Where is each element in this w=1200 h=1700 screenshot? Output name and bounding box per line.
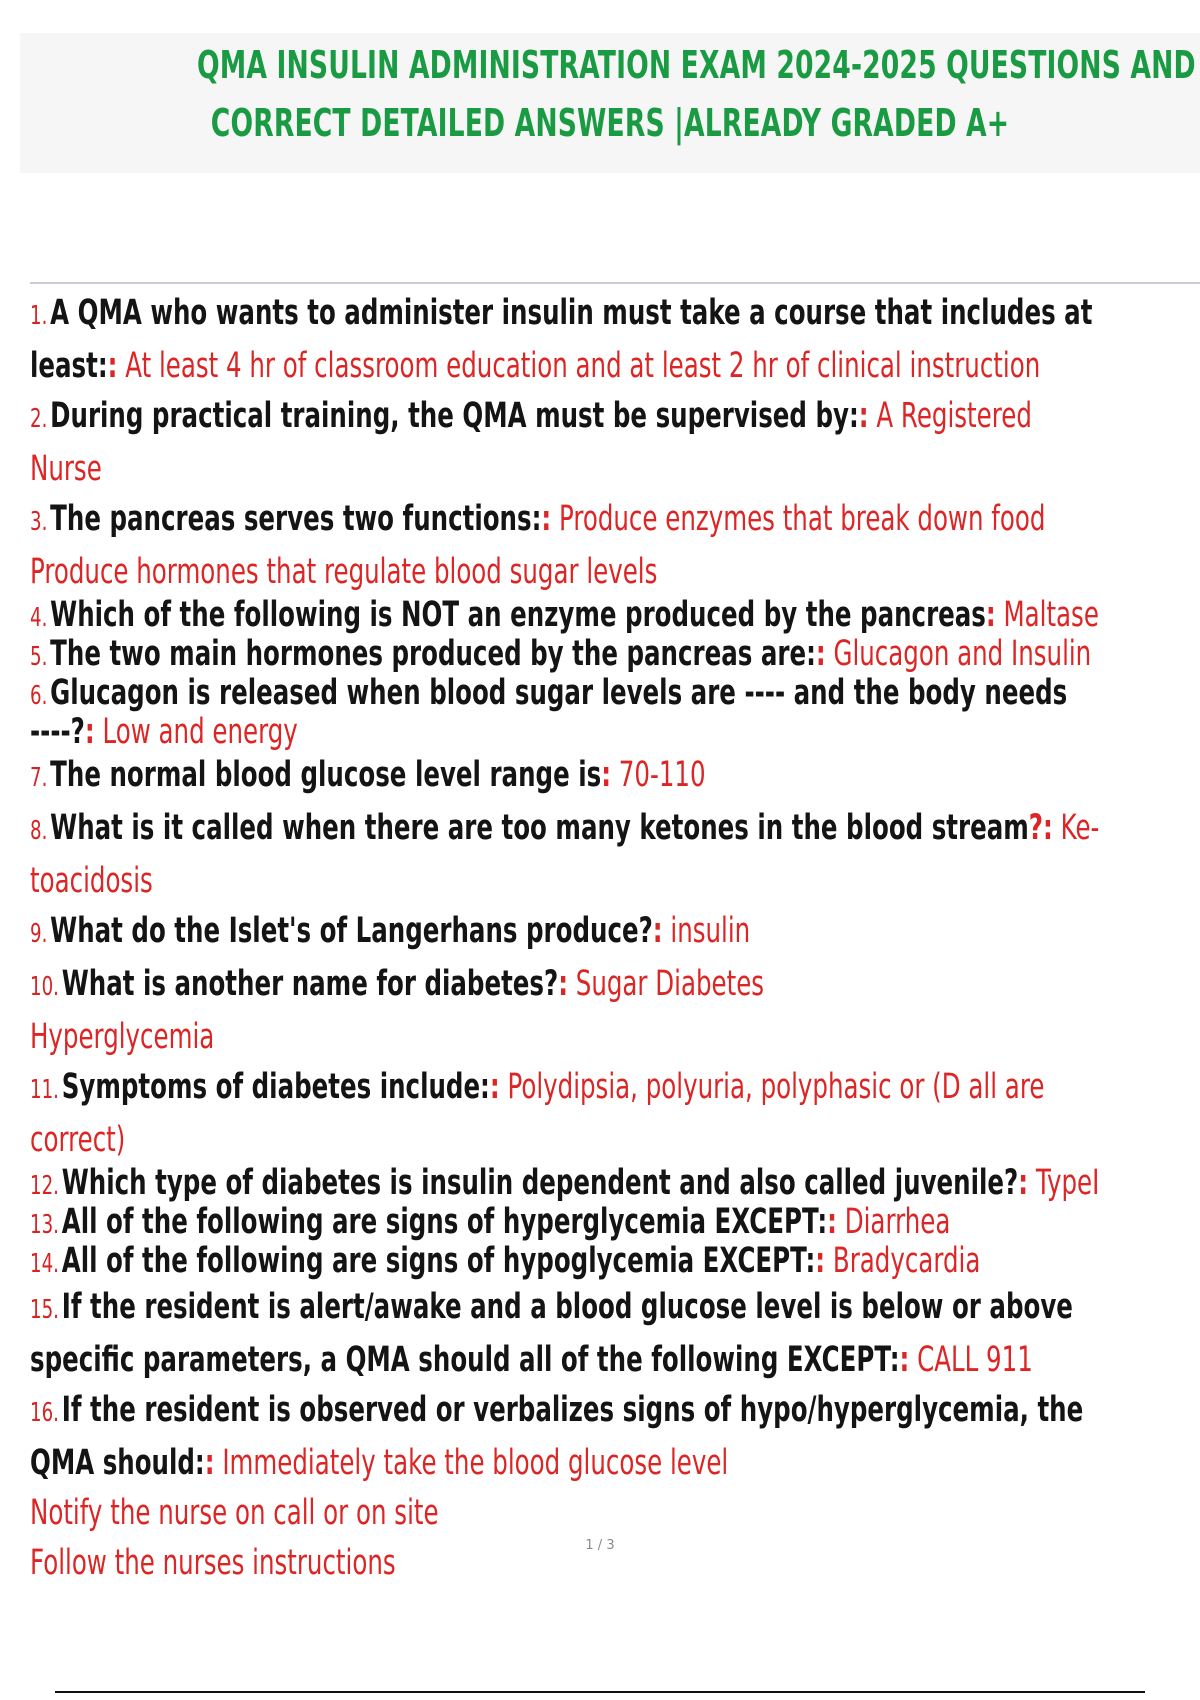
answer-separator: : [107, 346, 118, 386]
document-title-line-1: QMA INSULIN ADMINISTRATION EXAM 2024-2025 QUESTIONS AND [197, 43, 1196, 87]
question-number: 8. [30, 816, 48, 846]
answer-text: Produce hormones that regulate blood sugar levels [30, 552, 658, 592]
answer-text: 70-110 [618, 755, 706, 795]
question-text: The two main hormones produced by the pancreas are: [50, 634, 816, 674]
question-text: What is another name for diabetes? [61, 964, 559, 1004]
answer-text: correct) [30, 1120, 126, 1160]
answer-text: A Registered [876, 396, 1032, 436]
question-number: 11. [30, 1075, 59, 1105]
answer-separator: : [652, 911, 663, 951]
question-text: least: [30, 346, 108, 386]
qa-line [30, 714, 1150, 750]
answer-text: Bradycardia [832, 1241, 981, 1281]
question-number: 2. [30, 404, 48, 434]
qa-line [30, 494, 1150, 547]
answer-separator: : [985, 595, 996, 635]
answer-separator: : [1018, 1163, 1029, 1203]
qa-line [30, 341, 1150, 391]
answer-separator: : [815, 1241, 826, 1281]
qa-line [30, 444, 1150, 494]
question-text: QMA should: [30, 1443, 205, 1483]
question-text: specific parameters, a QMA should all of the following EXCEPT: [30, 1340, 900, 1380]
page-indicator: 1 / 3 [585, 1538, 615, 1553]
question-text: During practical training, the QMA must be supervised by: [50, 396, 859, 436]
answer-separator: ?: [1028, 808, 1053, 848]
qa-line [30, 959, 1150, 1012]
answer-text: toacidosis [30, 861, 153, 901]
question-text: The normal blood glucose level range is [50, 755, 602, 795]
answer-text: Nurse [30, 449, 102, 489]
question-number: 12. [30, 1171, 59, 1201]
answer-separator: : [827, 1202, 837, 1242]
qa-line [30, 803, 1150, 856]
answer-separator: : [204, 1443, 215, 1483]
qa-line [30, 1204, 1150, 1243]
qa-line [30, 1488, 1150, 1538]
header-divider [30, 282, 1200, 284]
answer-separator: : [541, 499, 552, 539]
question-number: 5. [30, 642, 48, 672]
qa-line [30, 1062, 1150, 1115]
qa-line [30, 288, 1150, 341]
question-number: 10. [30, 972, 59, 1002]
qa-line [30, 636, 1150, 675]
qa-line [30, 1115, 1150, 1165]
answer-separator: : [858, 396, 869, 436]
question-text: If the resident is observed or verbalizes signs of hypo/hyperglycemia, the [61, 1390, 1084, 1430]
answer-text: insulin [670, 911, 751, 951]
answer-text: TypeI [1035, 1163, 1100, 1203]
answer-text: Polydipsia, polyuria, polyphasic or (D all are [507, 1067, 1045, 1107]
answer-text: Maltase [1003, 595, 1099, 635]
question-text: Glucagon is released when blood sugar levels are ---- and the body needs [50, 673, 1068, 713]
qa-line [30, 1335, 1150, 1385]
answer-text: Ke- [1060, 808, 1100, 848]
answer-text: Notify the nurse on call or on site [30, 1493, 439, 1533]
qa-line [30, 597, 1150, 636]
question-text: The pancreas serves two functions: [50, 499, 542, 539]
qa-line [30, 1012, 1150, 1062]
answer-text: Produce enzymes that break down food [558, 499, 1046, 539]
question-text: All of the following are signs of hypoglycemia EXCEPT: [61, 1241, 816, 1281]
question-number: 3. [30, 507, 48, 537]
answer-separator: : [489, 1067, 500, 1107]
question-text: What do the Islet's of Langerhans produce? [50, 911, 653, 951]
answer-separator: : [601, 755, 611, 795]
question-number: 1. [30, 301, 48, 331]
answer-text: CALL 911 [917, 1340, 1033, 1380]
question-text: Symptoms of diabetes include: [61, 1067, 490, 1107]
qa-line [30, 750, 1150, 803]
answer-text: Follow the nurses instructions [30, 1543, 396, 1583]
qa-line [30, 1243, 1150, 1282]
answer-text: Glucagon and Insulin [833, 634, 1092, 674]
answer-text: Hyperglycemia [30, 1017, 215, 1057]
qa-line [30, 1282, 1150, 1335]
answer-text: At least 4 hr of classroom education and at least 2 hr of clinical instruction [125, 346, 1041, 386]
answer-text: Low and energy [102, 712, 298, 752]
question-number: 15. [30, 1295, 59, 1325]
qa-line [30, 1385, 1150, 1438]
qa-line [30, 906, 1150, 959]
answer-separator: : [84, 712, 95, 752]
question-text: Which type of diabetes is insulin dependent and also called juvenile? [61, 1163, 1019, 1203]
qa-line [30, 856, 1150, 906]
question-text: A QMA who wants to administer insulin must take a course that includes at [50, 293, 1093, 333]
answer-text: Diarrhea [844, 1202, 951, 1242]
qa-line [30, 1165, 1150, 1204]
answer-separator: : [558, 964, 568, 1004]
question-number: 14. [30, 1249, 59, 1279]
question-number: 6. [30, 681, 48, 711]
answer-text: Immediately take the blood glucose level [222, 1443, 729, 1483]
question-number: 13. [30, 1210, 59, 1240]
document-title-line-2: CORRECT DETAILED ANSWERS |ALREADY GRADED A+ [210, 101, 1010, 145]
qa-line [30, 675, 1150, 714]
question-text: What is it called when there are too many ketones in the blood stream [50, 808, 1029, 848]
question-number: 7. [30, 763, 48, 793]
qa-line [30, 1438, 1150, 1488]
question-number: 16. [30, 1398, 59, 1428]
question-answer-list [30, 288, 1150, 1588]
answer-separator: : [899, 1340, 910, 1380]
question-number: 9. [30, 919, 48, 949]
question-text: All of the following are signs of hyperglycemia EXCEPT: [61, 1202, 828, 1242]
question-text: Which of the following is NOT an enzyme produced by the pancreas [50, 595, 986, 635]
question-number: 4. [30, 603, 48, 633]
answer-text: Sugar Diabetes [575, 964, 765, 1004]
footer-divider [55, 1691, 1145, 1693]
title-banner [20, 33, 1200, 173]
answer-separator: : [815, 634, 826, 674]
qa-line [30, 391, 1150, 444]
qa-line [30, 547, 1150, 597]
question-text: ----? [30, 712, 85, 752]
question-text: If the resident is alert/awake and a blood glucose level is below or above [61, 1287, 1073, 1327]
